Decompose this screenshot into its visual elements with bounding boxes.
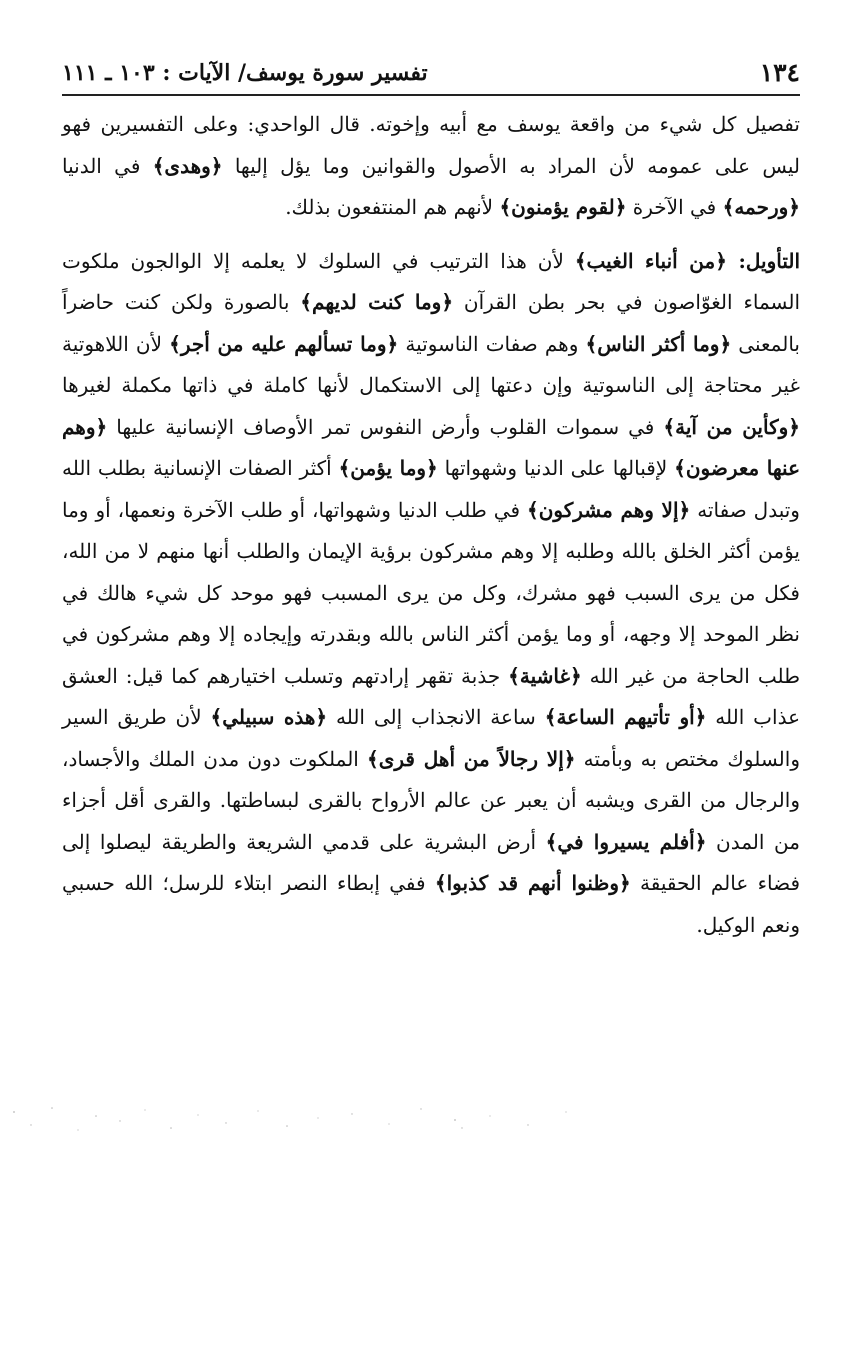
page-header xyxy=(62,56,800,96)
text-run: لأن طريق السير والسلوك مختص به وبأمته xyxy=(62,705,800,771)
quran-verse: ﴿غاشية﴾ xyxy=(508,663,582,688)
quran-verse: ﴿وهم عنها معرضون﴾ xyxy=(62,414,801,480)
text-run: بالصورة ولكن كنت حاضراً بالمعنى xyxy=(62,290,800,356)
quran-verse: ﴿وظنوا أنهم قد كذبوا﴾ xyxy=(434,871,631,895)
text-run: ساعة الانجذاب إلى الله xyxy=(327,705,545,729)
text-run: في سموات القلوب وأرض النفوس تمر الأوصاف الإنسانية عليها xyxy=(107,414,664,439)
scan-speckle xyxy=(0,1090,868,1150)
running-title: تفسير سورة يوسف/ الآيات : ١٠٣ ـ ١١١ xyxy=(62,60,428,86)
quran-verse: ﴿لقوم يؤمنون﴾ xyxy=(499,195,627,219)
text-run: أرض البشرية على قدمي الشريعة والطريقة ليصلوا إلى فضاء عالم الحقيقة xyxy=(62,829,800,895)
quran-verse: ﴿وما أكثر الناس﴾ xyxy=(585,331,732,356)
text-run: ففي إبطاء النصر ابتلاء للرسل؛ الله حسبي ونعم الوكيل. xyxy=(62,871,800,937)
text-run: لأن هذا الترتيب في السلوك لا يعلمه إلا الوالجون ملكوت السماء الغوّاصون في بحر بطن القرآن xyxy=(62,248,800,314)
quran-verse: ﴿وما كنت لديهم﴾ xyxy=(300,290,454,314)
text-run: في الدنيا xyxy=(62,153,153,178)
quran-verse: ﴿إلا رجالاً من أهل قرى﴾ xyxy=(367,746,576,771)
quran-verse: ﴿أفلم يسيروا في﴾ xyxy=(545,829,707,854)
paragraph-tafsir xyxy=(62,104,800,229)
text-run: لأنهم هم المنتفعون بذلك. xyxy=(285,195,500,219)
quran-verse: ﴿ورحمه﴾ xyxy=(722,195,800,219)
text-run: تفصيل كل شيء من واقعة يوسف مع أبيه وإخوته. قال الواحدي: وعلى التفسيرين فهو ليس على عمومه لأن المراد به الأصول والقوانين وما يؤل إليها xyxy=(62,112,800,178)
text-run: لأن اللاهوتية غير محتاجة إلى الناسوتية وإن دعتها إلى الاستكمال لأنها كاملة في ذاتها مكملة لغيرها xyxy=(62,331,800,397)
text-run: أكثر الصفات الإنسانية بطلب الله وتبدل صفاته xyxy=(62,456,800,522)
quran-verse: ﴿وهدى﴾ xyxy=(152,153,223,178)
quran-verse: ﴿وما تسألهم عليه من أجر﴾ xyxy=(169,331,399,356)
text-run: لإقبالها على الدنيا وشهواتها xyxy=(437,456,675,480)
text-run: في الآخرة xyxy=(626,195,723,219)
quran-verse: ﴿وكأين من آية﴾ xyxy=(663,414,800,439)
paragraph-tawil xyxy=(62,241,800,947)
page-number: ١٣٤ xyxy=(759,58,800,87)
section-label: التأويل: xyxy=(726,248,801,273)
quran-verse: ﴿إلا وهم مشركون﴾ xyxy=(527,497,691,522)
text-run: وهم صفات الناسوتية xyxy=(398,331,586,356)
quran-verse: ﴿هذه سبيلي﴾ xyxy=(210,705,328,729)
header-divider xyxy=(62,94,800,96)
paragraph-gap xyxy=(62,229,800,241)
quran-verse: ﴿وما يؤمن﴾ xyxy=(338,456,438,480)
quran-verse: ﴿أو تأتيهم الساعة﴾ xyxy=(544,705,707,729)
text-run: الملكوت دون مدن الملك والأجساد، والرجال من القرى ويشبه أن يعبر عن عالم الأرواح بالقرى لبساطتها. والقرى أقل أجزاء من المدن xyxy=(62,746,800,854)
text-run: جذبة تقهر إرادتهم وتسلب اختيارهم كما قيل: العشق عذاب الله xyxy=(62,663,800,729)
quran-verse: ﴿من أنباء الغيب﴾ xyxy=(574,248,727,273)
text-run: في طلب الدنيا وشهواتها، أو طلب الآخرة ونعمها، أو وما يؤمن أكثر الخلق بالله وطلبه إلا وهم مشركون برؤية الإيمان والطلب أنها منهم لا من الله، فكل من يرى السبب فهو مشرك، وكل من يرى المسبب فهو موحد كل شيء هالك في نظر الموحد إلا وجهه، أو وما يؤمن أكثر الناس بالله وبقدرته وإيجاده إلا وهم مشركون في طلب الحاجة من غير الله xyxy=(62,497,801,688)
page-body xyxy=(62,104,800,946)
